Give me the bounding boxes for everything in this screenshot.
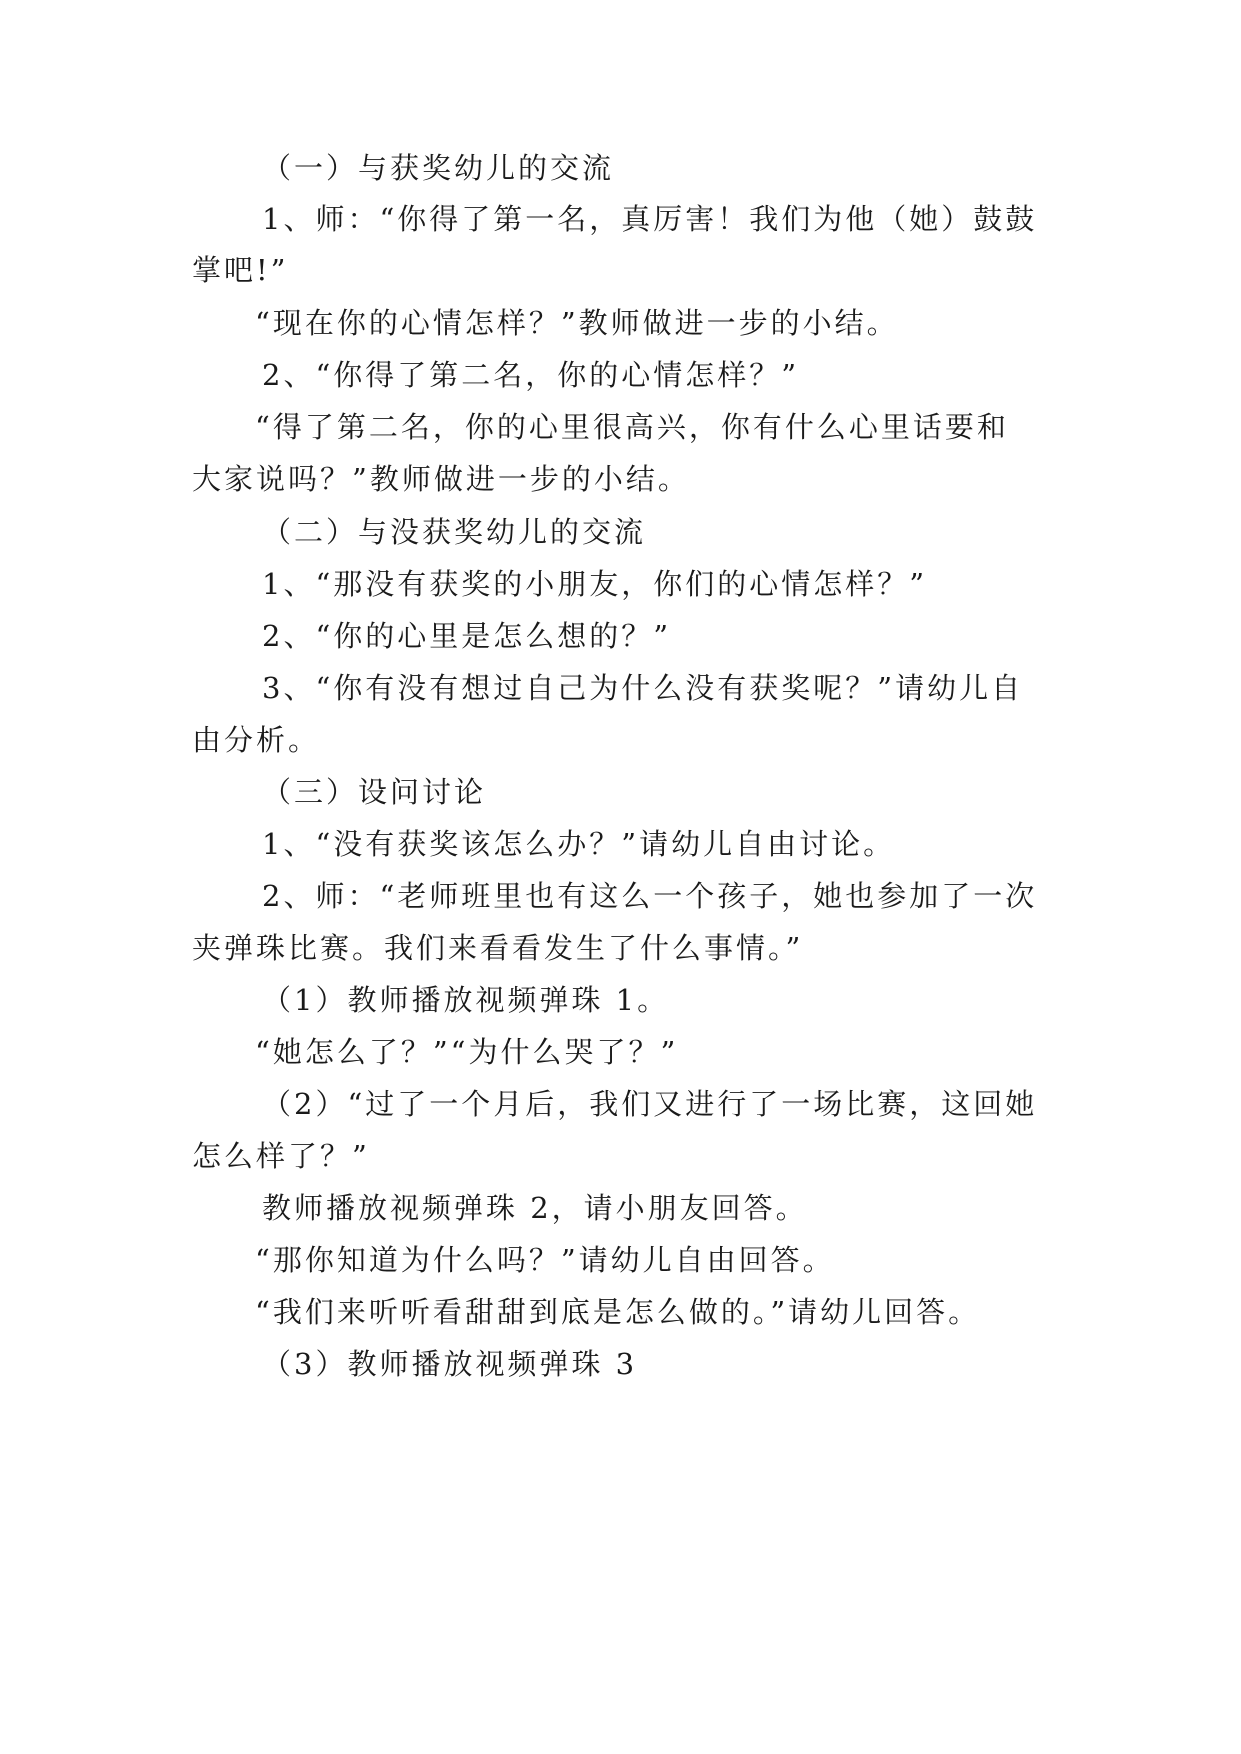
paragraph-line: 由分析。 <box>192 723 321 757</box>
paragraph-line: 大家说吗？”教师做进一步的小结。 <box>192 462 690 496</box>
paragraph-line: “她怎么了？”“为什么哭了？” <box>255 1035 679 1069</box>
paragraph-line: 2、师：“老师班里也有这么一个孩子，她也参加了一次 <box>262 879 1038 913</box>
paragraph-line: 1、“没有获奖该怎么办？”请幼儿自由讨论。 <box>262 827 896 861</box>
paragraph-line: 1、“那没有获奖的小朋友，你们的心情怎样？” <box>262 567 928 601</box>
paragraph-line: 夹弹珠比赛。我们来看看发生了什么事情。” <box>192 931 804 965</box>
paragraph-line: 2、“你得了第二名，你的心情怎样？” <box>262 358 800 392</box>
paragraph-line: （3）教师播放视频弹珠 3 <box>262 1347 638 1381</box>
paragraph-line: “得了第二名，你的心里很高兴，你有什么心里话要和 <box>255 410 1009 444</box>
paragraph-line: “那你知道为什么吗？”请幼儿自由回答。 <box>255 1243 835 1277</box>
paragraph-line: 1、师：“你得了第一名，真厉害！我们为他（她）鼓鼓 <box>262 202 1038 236</box>
section-heading-3: （三）设问讨论 <box>262 775 487 809</box>
paragraph-line: （1）教师播放视频弹珠 1。 <box>262 983 670 1017</box>
section-heading-2: （二）与没获奖幼儿的交流 <box>262 515 647 549</box>
paragraph-line: 2、“你的心里是怎么想的？” <box>262 619 672 653</box>
section-heading-1: （一）与获奖幼儿的交流 <box>262 151 615 185</box>
paragraph-line: 怎么样了？” <box>192 1139 370 1173</box>
paragraph-line: （2）“过了一个月后，我们又进行了一场比赛，这回她 <box>262 1087 1038 1121</box>
paragraph-line: 教师播放视频弹珠 2，请小朋友回答。 <box>262 1191 808 1225</box>
paragraph-line: 3、“你有没有想过自己为什么没有获奖呢？”请幼儿自 <box>262 671 1024 705</box>
paragraph-line: “现在你的心情怎样？”教师做进一步的小结。 <box>255 306 899 340</box>
paragraph-line: 掌吧!” <box>192 253 289 287</box>
paragraph-line: “我们来听听看甜甜到底是怎么做的。”请幼儿回答。 <box>255 1295 981 1329</box>
